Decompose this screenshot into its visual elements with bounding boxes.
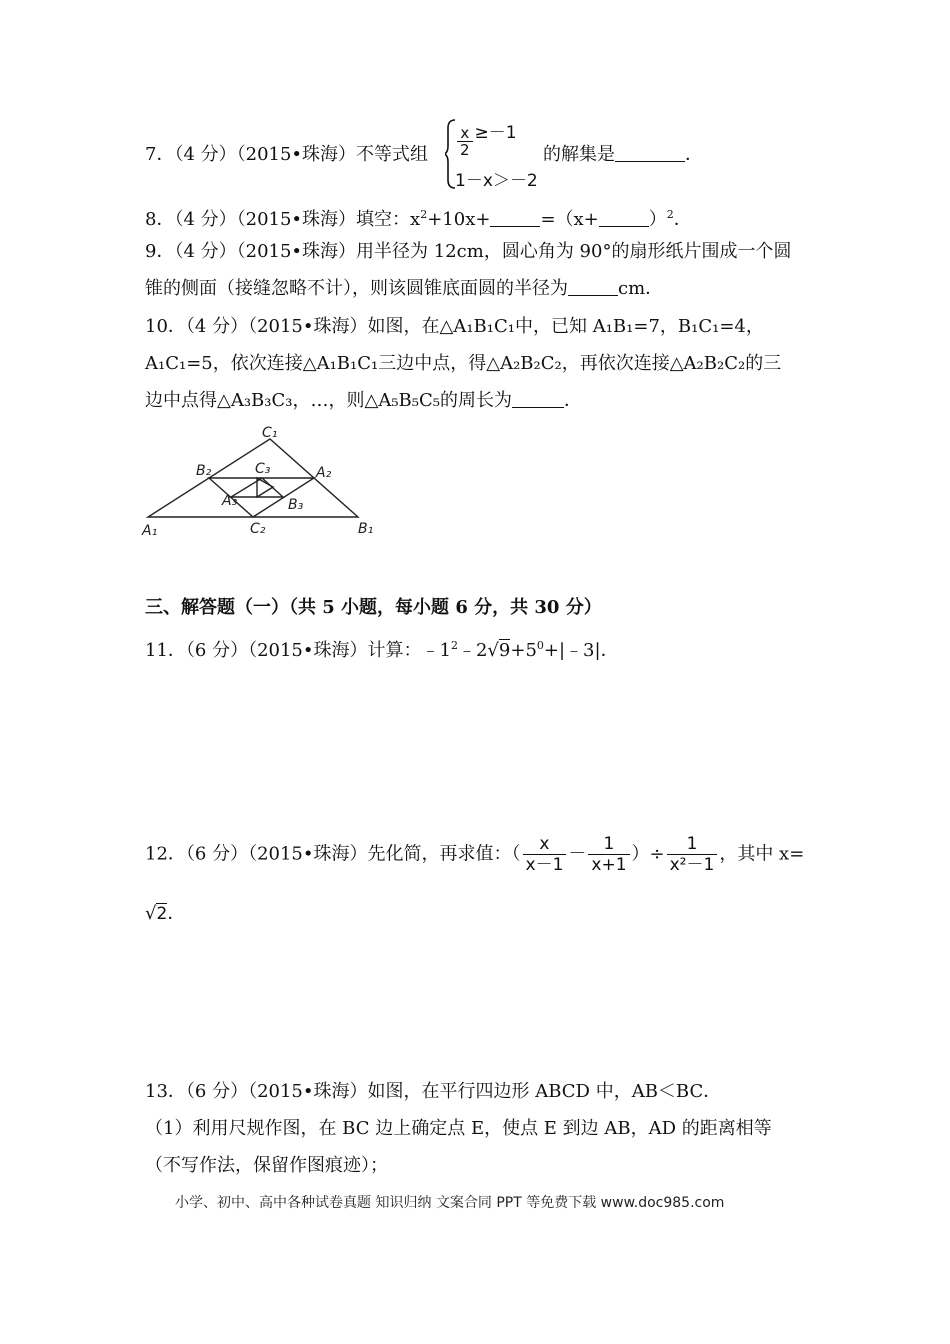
q11-sup2: 0 bbox=[536, 639, 544, 652]
q12-f1-num: x bbox=[523, 834, 567, 855]
question-10-line-1: 10．（4 分）（2015•珠海）如图，在△A₁B₁C₁中，已知 A₁B₁=7，B₁C₁=4， bbox=[145, 316, 764, 337]
q12-minus: － bbox=[568, 843, 587, 865]
q10-line3-suffix: ． bbox=[563, 390, 582, 411]
label-a1: A₁ bbox=[142, 523, 158, 539]
q12-f1-den: x－1 bbox=[525, 855, 564, 875]
label-b3: B₃ bbox=[288, 497, 304, 513]
label-a2: A₂ bbox=[316, 465, 332, 481]
page-footer: 小学、初中、高中各种试卷真题 知识归纳 文案合同 PPT 等免费下载 www.doc985.com bbox=[175, 1195, 725, 1211]
sqrt-icon: √ bbox=[145, 903, 157, 924]
question-7 bbox=[145, 143, 428, 167]
q7-suffix: 的解集是 bbox=[543, 144, 615, 165]
q9-answer-blank[interactable] bbox=[568, 277, 618, 296]
q7-end: ． bbox=[685, 144, 703, 165]
label-a3: A₃ bbox=[222, 493, 238, 509]
q11-sup1: 2 bbox=[450, 639, 458, 652]
question-13-line-3: （不写作法，保留作图痕迹）； bbox=[145, 1155, 388, 1176]
q10-answer-blank[interactable] bbox=[512, 389, 564, 408]
label-b1: B₁ bbox=[358, 521, 374, 537]
q12-prefix: 12．（6 分）（2015•珠海）先化简，再求值：（ bbox=[145, 843, 521, 865]
q12-f2-num: 1 bbox=[588, 834, 629, 855]
question-10-line-3 bbox=[145, 389, 582, 413]
question-13-line-1: 13．（6 分）（2015•珠海）如图，在平行四边形 ABCD 中，AB＜BC． bbox=[145, 1081, 722, 1102]
label-b2: B₂ bbox=[196, 463, 212, 479]
q7-ineq1-relation: ≥－1 bbox=[474, 123, 517, 143]
q9-line2-suffix: cm． bbox=[618, 278, 664, 299]
q8-blank-1[interactable] bbox=[490, 208, 540, 227]
question-11 bbox=[145, 634, 619, 663]
q8-eq: =（x+ bbox=[540, 209, 599, 230]
label-c2: C₂ bbox=[250, 521, 266, 537]
question-8 bbox=[145, 203, 692, 232]
q7-prefix: 7．（4 分）（2015•珠海）不等式组 bbox=[145, 144, 429, 165]
q11-after-root: +5 bbox=[510, 640, 537, 661]
q8-end: ． bbox=[673, 209, 692, 230]
q10-triangle-figure bbox=[140, 425, 390, 545]
q8-prefix: 8．（4 分）（2015•珠海）填空：x bbox=[145, 209, 421, 230]
q12-f2-den: x+1 bbox=[591, 855, 627, 875]
q8-sup2: 2 bbox=[666, 208, 674, 221]
q11-mid: ﹣2 bbox=[457, 640, 488, 661]
question-13-line-2: （1）利用尺规作图，在 BC 边上确定点 E，使点 E 到边 AB，AD 的距离相等 bbox=[145, 1118, 772, 1139]
label-c3: C₃ bbox=[255, 461, 271, 477]
question-9-line-2 bbox=[145, 277, 663, 301]
question-12-value bbox=[145, 902, 185, 926]
q11-end: +|﹣3|． bbox=[543, 640, 619, 661]
q8-close: ） bbox=[648, 209, 667, 230]
q7-inequality-system bbox=[445, 118, 543, 190]
question-9-line-1: 9．（4 分）（2015•珠海）用半径为 12cm，圆心角为 90°的扇形纸片围成一个圆 bbox=[145, 241, 792, 262]
q7-tail bbox=[543, 143, 703, 167]
question-10-line-2: A₁C₁=5，依次连接△A₁B₁C₁三边中点，得△A₂B₂C₂，再依次连接△A₂B₂C₂的三 bbox=[145, 353, 782, 374]
q8-sup1: 2 bbox=[420, 208, 428, 221]
q11-radicand: 9 bbox=[498, 640, 511, 661]
q7-ineq1-denominator: 2 bbox=[460, 140, 470, 159]
q12-f3-num: 1 bbox=[667, 834, 718, 855]
q12-value-end: ． bbox=[167, 903, 186, 924]
q8-blank-2[interactable] bbox=[599, 208, 649, 227]
label-c1: C₁ bbox=[262, 425, 278, 441]
q12-suffix: ，其中 x= bbox=[719, 843, 805, 865]
q12-value-radicand: 2 bbox=[156, 904, 168, 924]
q8-mid: +10x+ bbox=[427, 209, 491, 230]
q11-prefix: 11．（6 分）（2015•珠海）计算：﹣1 bbox=[145, 640, 451, 661]
q7-ineq2: 1－x＞－2 bbox=[455, 171, 538, 191]
question-12 bbox=[145, 834, 804, 875]
q7-ineq1-numerator: x bbox=[457, 125, 473, 142]
section-3-heading: 三、解答题（一）（共 5 小题，每小题 6 分，共 30 分） bbox=[145, 597, 602, 618]
q10-line3-prefix: 边中点得△A₃B₃C₃，…，则△A₅B₅C₅的周长为 bbox=[145, 390, 512, 411]
q7-answer-blank[interactable] bbox=[615, 143, 685, 162]
sqrt-icon: √ bbox=[487, 640, 499, 661]
q12-f3-den: x²－1 bbox=[669, 855, 715, 875]
q12-div: ）÷ bbox=[631, 843, 665, 865]
q9-line2-prefix: 锥的侧面（接缝忽略不计），则该圆锥底面圆的半径为 bbox=[145, 278, 568, 299]
